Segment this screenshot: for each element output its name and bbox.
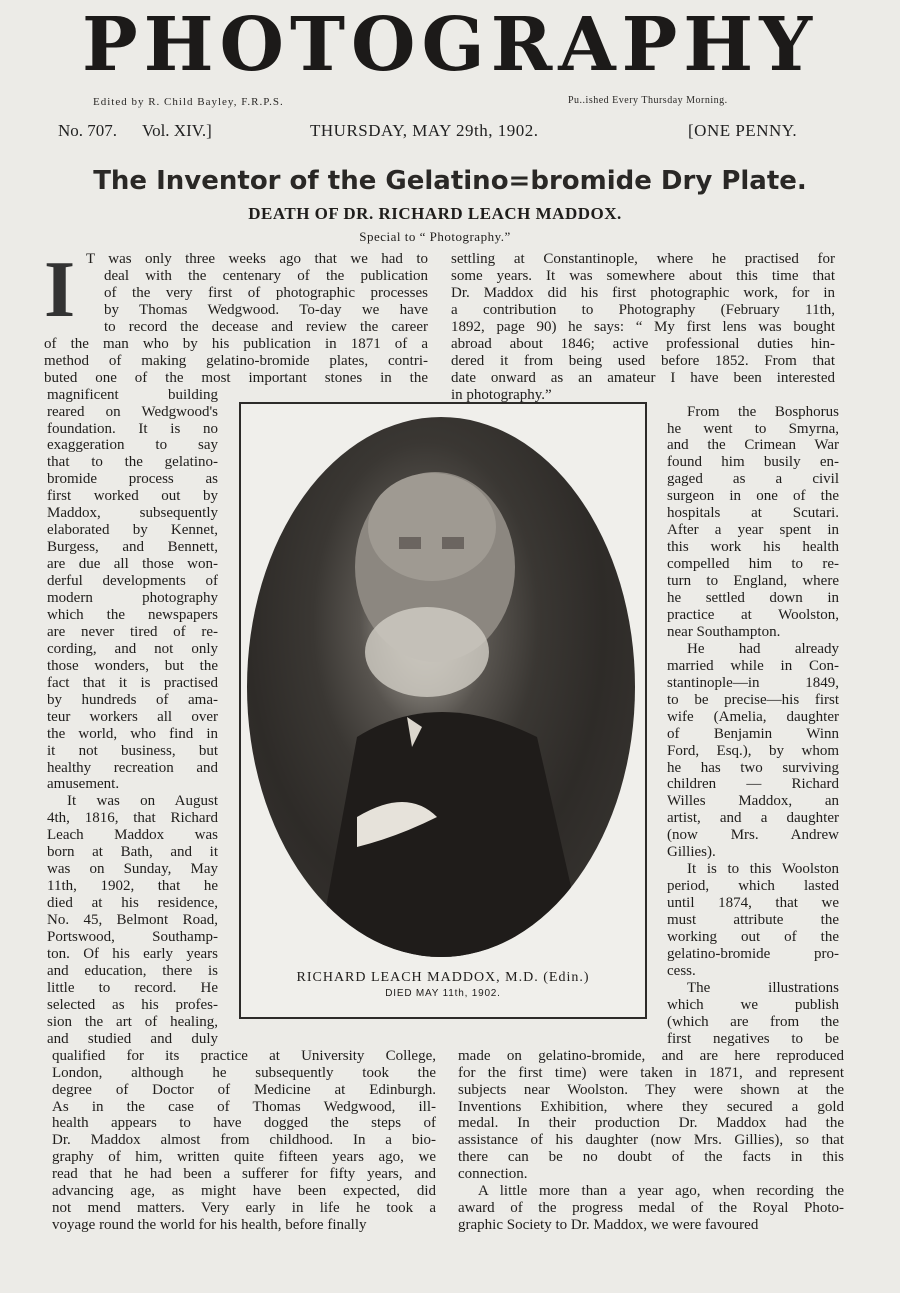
text-line: near Southampton.	[667, 623, 781, 640]
text-line: It was on August	[67, 793, 218, 810]
article-subtitle: DEATH OF DR. RICHARD LEACH MADDOX.	[248, 204, 622, 223]
text-line: exaggeration to say	[47, 437, 218, 454]
text-line: he has two surviving	[667, 759, 839, 776]
text-line: Portswood, Southamp-	[47, 929, 218, 945]
text-line: sion the art of healing,	[47, 1013, 218, 1030]
text-line: Dr. Maddox did his first photographic work, for in	[451, 284, 835, 301]
text-line: voyage round the world for his health, before finally	[52, 1217, 367, 1234]
portrait-caption: RICHARD LEACH MADDOX, M.D. (Edin.)	[296, 970, 590, 985]
text-line: that to the gelatino-	[47, 454, 218, 471]
text-line: was on Sunday, May	[47, 861, 218, 878]
text-line: there can be no doubt of the facts in this	[458, 1149, 844, 1166]
portrait-caption-died: DIED MAY 11th, 1902.	[385, 988, 501, 999]
text-line: medal. In their production Dr. Maddox had the	[458, 1115, 844, 1132]
text-line: modern photography	[47, 590, 218, 606]
text-line: which the newspapers	[47, 606, 218, 623]
text-line: foundation. It is no	[47, 420, 218, 437]
text-line: Leach Maddox was	[47, 827, 218, 844]
text-line: 1892, page 90) he says: “ My first lens was bought	[451, 318, 835, 335]
text-line: Ford, Esq.), by whom	[667, 742, 839, 759]
text-line: wife (Amelia, daughter	[667, 708, 839, 725]
text-line: died at his residence,	[47, 895, 218, 912]
text-line: (now Mrs. Andrew	[667, 827, 839, 844]
text-line: Inventions Exhibition, where they secured a gold	[458, 1098, 844, 1115]
text-line: cess.	[667, 962, 696, 979]
text-line: T was only three weeks ago that we had to	[86, 251, 428, 267]
text-line: gelatino-bromide pro-	[667, 945, 839, 962]
text-line: selected as his profes-	[47, 996, 218, 1013]
text-line: elaborated by Kennet,	[47, 522, 218, 539]
text-line: of Benjamin Winn	[667, 725, 839, 742]
text-line: date onward as an amateur I have been interested	[451, 369, 835, 386]
text-line: Gillies).	[667, 844, 716, 861]
text-line: He had already	[687, 640, 839, 657]
text-line: ton. Of his early years	[47, 945, 218, 962]
text-line: working out of the	[667, 929, 839, 945]
text-line: not mend matters. Very early in life he took a	[52, 1200, 436, 1217]
text-line: some years. It was somewhere about this time that	[451, 267, 835, 284]
text-line: subjects near Woolston. They were shown at the	[458, 1081, 844, 1098]
text-line: surgeon in one of the	[667, 488, 839, 505]
text-line: advancing age, as might have been expected, did	[52, 1183, 436, 1200]
text-line: must attribute the	[667, 912, 839, 929]
text-line: stantinople—in 1849,	[667, 674, 839, 691]
text-line: children — Richard	[667, 776, 839, 793]
article-title: The Inventor of the Gelatino=bromide Dry Plate.	[93, 166, 807, 196]
text-line: derful developments of	[47, 573, 218, 590]
text-line: Burgess, and Bennett,	[47, 539, 218, 556]
text-line: settling at Constantinople, where he practised for	[451, 251, 835, 267]
text-line: by hundreds of ama-	[47, 691, 218, 708]
text-line: compelled him to re-	[667, 556, 839, 573]
text-line: Dr. Maddox almost from childhood. In a bio-	[52, 1132, 436, 1149]
published-line: Pu..ished Every Thursday Morning.	[568, 95, 728, 106]
text-line: born at Bath, and it	[47, 844, 218, 861]
text-line: buted one of the most important stones in the	[44, 369, 428, 386]
text-line: It is to this Woolston	[687, 861, 839, 878]
text-line: married while in Con-	[667, 657, 839, 674]
text-line: London, although he subsequently took the	[52, 1064, 436, 1081]
text-line: health appears to have dogged the steps of	[52, 1115, 436, 1132]
text-line: Willes Maddox, an	[667, 793, 839, 810]
text-line: to record the decease and review the career	[104, 318, 428, 335]
text-line: dered it from being used before 1852. From that	[451, 352, 835, 369]
text-line: first negatives to be	[667, 1030, 839, 1047]
text-line: and education, there is	[47, 962, 218, 979]
text-line: graphic Society to Dr. Maddox, we were favoured	[458, 1217, 759, 1234]
issue-date: THURSDAY, MAY 29th, 1902.	[310, 121, 539, 140]
text-line: the world, who find in	[47, 725, 218, 742]
text-line: bromide process as	[47, 471, 218, 488]
editor-line: Edited by R. Child Bayley, F.R.P.S.	[93, 96, 284, 108]
text-line: healthy recreation and	[47, 759, 218, 776]
drop-cap: I	[44, 246, 76, 334]
text-line: which we publish	[667, 996, 839, 1013]
text-line: this work his health	[667, 539, 839, 556]
special-to-line: Special to “ Photography.”	[359, 229, 511, 244]
text-line: turn to England, where	[667, 573, 839, 590]
text-line: cording, and not only	[47, 640, 218, 657]
text-line: reared on Wedgwood's	[47, 403, 218, 420]
masthead-title: PHOTOGRAPHY	[81, 2, 819, 88]
issue-price: [ONE PENNY.	[688, 121, 798, 140]
text-line: fact that it is practised	[47, 674, 218, 691]
text-line: practice at Woolston,	[667, 606, 839, 623]
text-line: connection.	[458, 1166, 528, 1183]
text-line: read that he had been a sufferer for fifty years, and	[52, 1166, 436, 1183]
text-line: little to record. He	[47, 979, 218, 996]
issue-volume: Vol. XIV.]	[142, 121, 212, 140]
text-line: of the man who by his publication in 1871 of a	[44, 335, 428, 352]
text-line: artist, and a daughter	[667, 810, 839, 827]
text-line: degree of Doctor of Medicine at Edinburgh.	[52, 1081, 436, 1098]
text-line: A little more than a year ago, when recording the	[478, 1183, 844, 1200]
text-line: to be precise—his first	[667, 691, 839, 708]
issue-number: No. 707.	[58, 121, 118, 140]
text-line: are due all those won-	[47, 556, 218, 573]
text-line: After a year spent in	[667, 522, 839, 539]
text-line: The illustrations	[687, 979, 839, 996]
text-line: Maddox, subsequently	[47, 505, 218, 522]
text-line: in photography.”	[451, 386, 552, 403]
text-line: magnificent building	[47, 386, 218, 403]
text-line: he went to Smyrna,	[667, 420, 839, 437]
text-line: 4th, 1816, that Richard	[47, 810, 218, 827]
text-line: are never tired of re-	[47, 623, 218, 640]
text-line: for the first time) were taken in 1871, and represent	[458, 1064, 844, 1081]
text-line: method of making gelatino-bromide plates, contri-	[44, 352, 428, 369]
text-line: period, which lasted	[667, 878, 839, 895]
text-line: until 1874, that we	[667, 895, 839, 912]
text-line: found him busily en-	[667, 454, 839, 471]
text-line: award of the progress medal of the Royal Photo-	[458, 1200, 844, 1217]
text-line: amusement.	[47, 776, 120, 793]
text-line: hospitals at Scutari.	[667, 505, 839, 522]
text-line: it not business, but	[47, 742, 218, 759]
text-line: graphy of him, written quite fifteen years ago, we	[52, 1149, 436, 1166]
text-line: those wonders, but the	[47, 657, 218, 674]
text-line: qualified for its practice at University College,	[52, 1047, 436, 1064]
text-line: of the very first of photographic processes	[104, 284, 428, 301]
text-line: As in the case of Thomas Wedgwood, ill-	[52, 1098, 436, 1115]
portrait-photo	[247, 417, 635, 957]
text-line: teur workers all over	[47, 708, 218, 725]
portrait-figure	[247, 417, 635, 957]
text-line: first worked out by	[47, 488, 218, 505]
text-line: No. 45, Belmont Road,	[47, 912, 218, 929]
text-line: he settled down in	[667, 590, 839, 606]
text-line: and studied and duly	[47, 1030, 218, 1047]
text-line: abroad about 1846; active professional duties hin-	[451, 335, 835, 352]
text-line: deal with the centenary of the publication	[104, 267, 428, 284]
text-line: (which are from the	[667, 1013, 839, 1030]
text-line: gaged as a civil	[667, 471, 839, 488]
text-line: and the Crimean War	[667, 437, 839, 454]
text-line: 11th, 1902, that he	[47, 878, 218, 895]
text-line: a contribution to Photography (February 11th,	[451, 301, 835, 318]
text-line: by Thomas Wedgwood. To-day we have	[104, 301, 428, 318]
text-line: From the Bosphorus	[687, 403, 839, 420]
text-line: assistance of his daughter (now Mrs. Gillies), so that	[458, 1132, 844, 1149]
text-line: made on gelatino-bromide, and are here reproduced	[458, 1047, 844, 1064]
